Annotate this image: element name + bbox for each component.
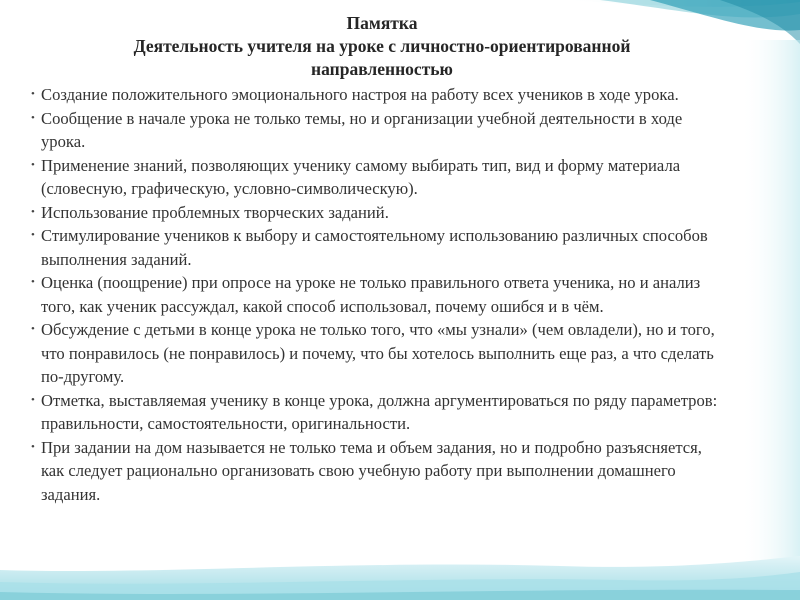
list-item (28, 154, 728, 201)
list-item (28, 389, 728, 436)
memo-title-block (36, 12, 728, 81)
memo-subtitle-line-2: направленностью (311, 59, 453, 79)
bullet-icon: • (31, 393, 35, 406)
list-item (28, 224, 728, 271)
list-item (28, 436, 728, 507)
list-item (28, 271, 728, 318)
slide-content (28, 12, 728, 572)
bullet-icon: • (31, 205, 35, 218)
bullet-icon: • (31, 323, 35, 335)
list-item-text: Применение знаний, позволяющих ученику самому выбирать тип, вид и форму материала (словесную, графическую, условно-символическую). (41, 155, 681, 198)
memo-title: Памятка (346, 13, 418, 33)
bullet-icon: • (31, 88, 35, 100)
bullet-icon: • (31, 111, 35, 124)
list-item (28, 83, 728, 107)
list-item (28, 201, 728, 225)
bullet-icon: • (31, 276, 35, 288)
bullet-icon: • (31, 158, 35, 171)
right-side-band (740, 40, 800, 560)
list-item-text: Обсуждение с детьми в конце урока не только того, что «мы узнали» (чем овладели), но и того, что понравилось (не понравилось) и почему, что бы хотелось выполнить еще раз, а что сделать по-другому. (41, 320, 715, 386)
list-item-text: При задании на дом называется не только тема и объем задания, но и подробно разъясняется, как следует рационально организовать свою учебную работу при выполнении домашнего задания. (41, 437, 702, 504)
list-item (28, 107, 728, 154)
list-item-text: Создание положительного эмоционального настроя на работу всех учеников в ходе урока. (41, 85, 679, 104)
memo-subtitle: Деятельность учителя на уроке с личностно-ориентированной (133, 36, 631, 56)
list-item-text: Оценка (поощрение) при опросе на уроке не только правильного ответа ученика, но и анализ того, как ученик рассуждал, какой способ использовал, почему ошибся и в чём. (41, 273, 701, 316)
list-item-text: Стимулирование учеников к выбору и самостоятельному использованию различных способов выполнения заданий. (41, 226, 708, 269)
list-item-text: Сообщение в начале урока не только темы, но и организации учебной деятельности в ходе урока. (41, 108, 683, 151)
list-item-text: Отметка, выставляемая ученику в конце урока, должна аргументироваться по ряду параметров: правильности, самостоятельности, оригинальности. (41, 390, 718, 433)
bullet-icon: • (31, 229, 35, 241)
list-item (28, 318, 728, 389)
list-item-text: Использование проблемных творческих заданий. (41, 202, 389, 222)
memo-list (28, 83, 728, 506)
bullet-icon: • (31, 440, 35, 453)
